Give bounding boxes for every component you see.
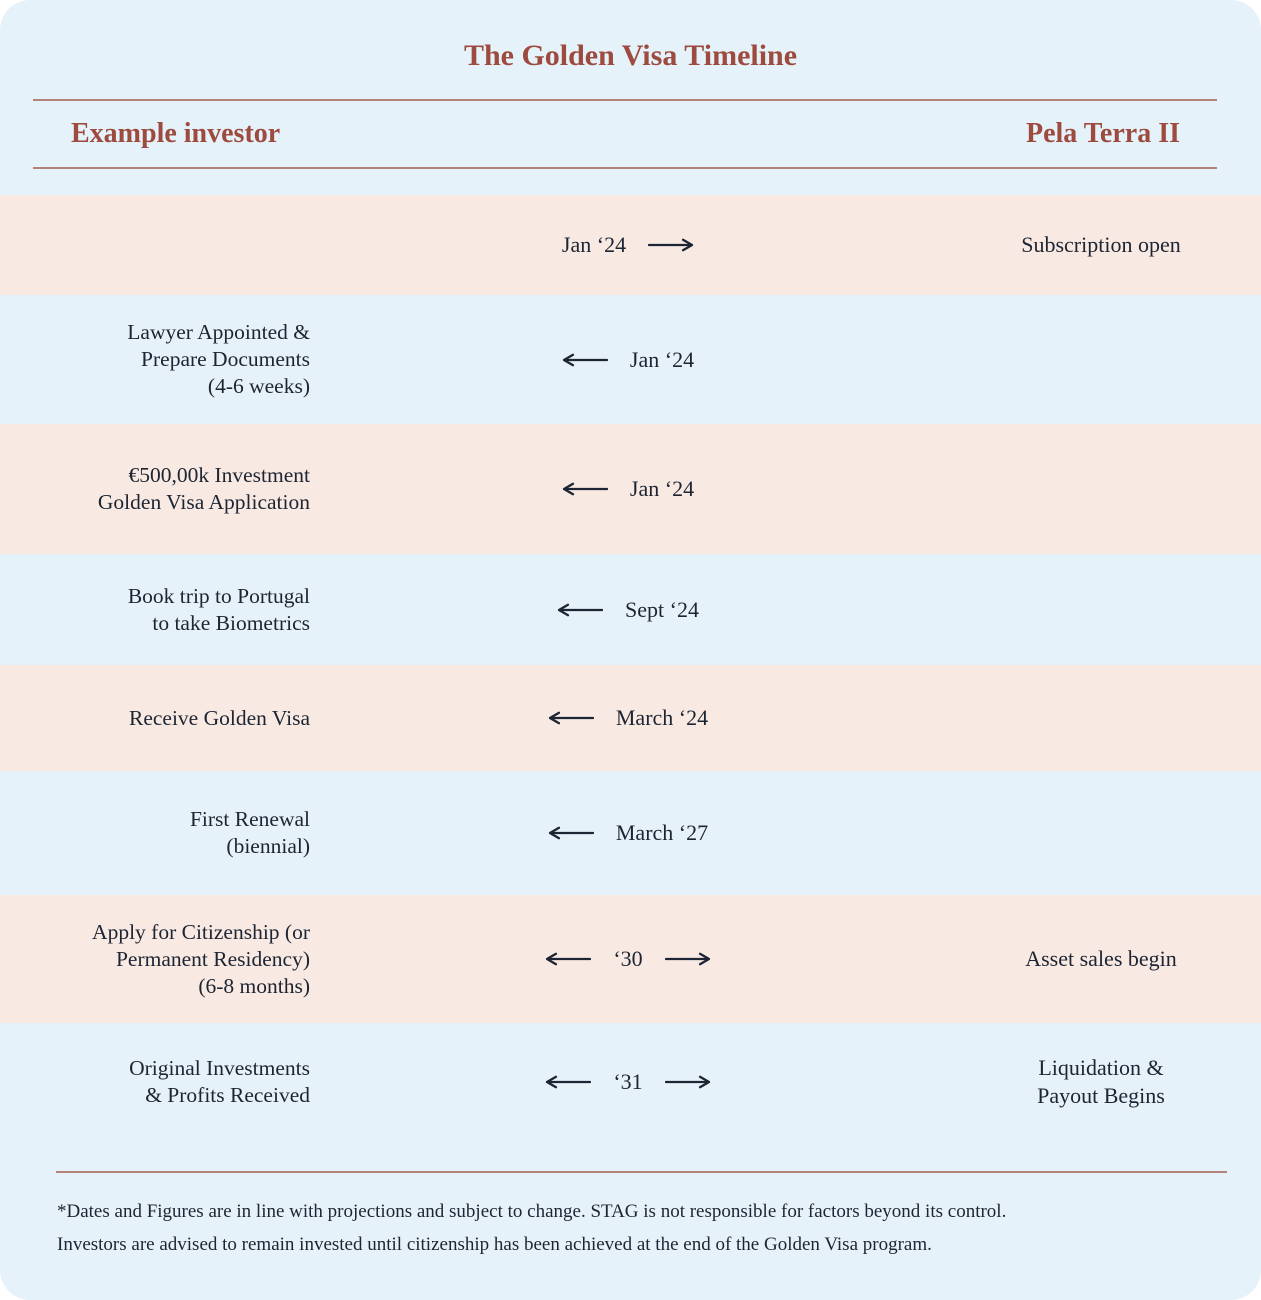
timeline-row-subscription-open <box>0 195 1261 295</box>
right-arrow-icon <box>665 952 711 966</box>
fund-step-line: Subscription open <box>1021 232 1181 257</box>
disclaimer-line: Investors are advised to remain invested until citizenship has been achieved at the end of the Golden Visa program. <box>57 1234 932 1255</box>
investor-step <box>0 705 315 732</box>
header-divider-bottom <box>33 167 1217 169</box>
timeline-date <box>315 1069 941 1095</box>
fund-step <box>941 231 1261 259</box>
timeline-row-lawyer-appointed <box>0 295 1261 424</box>
investor-step <box>0 319 315 400</box>
investor-step-line: Book trip to Portugal <box>127 583 310 608</box>
date-label: March ‘27 <box>615 820 709 845</box>
left-arrow-icon <box>545 952 591 966</box>
timeline-row-investment-application <box>0 424 1261 554</box>
timeline-date <box>315 347 941 373</box>
footer-divider <box>56 1171 1227 1173</box>
date-label: Jan ‘24 <box>561 232 627 257</box>
timeline-row-book-trip <box>0 554 1261 665</box>
investor-step-line: Receive Golden Visa <box>128 705 310 730</box>
date-label: ‘30 <box>613 946 643 971</box>
date-label: Jan ‘24 <box>629 476 695 501</box>
timeline-row-profits-received <box>0 1023 1261 1141</box>
left-arrow-icon <box>562 353 608 367</box>
fund-step-line: Asset sales begin <box>1025 946 1177 971</box>
fund-step-line: Payout Begins <box>1037 1083 1165 1108</box>
column-header-investor: Example investor <box>71 118 281 149</box>
investor-step-line: (biennial) <box>226 834 310 858</box>
fund-step <box>941 945 1261 973</box>
timeline-rows <box>0 195 1261 1141</box>
investor-step-line: €500,00k Investment <box>128 463 310 487</box>
date-label: ‘31 <box>613 1069 643 1094</box>
investor-step-line: & Profits Received <box>145 1083 310 1107</box>
timeline-date <box>315 232 941 258</box>
investor-step <box>0 919 315 1000</box>
investor-step-line: Permanent Residency) <box>115 946 310 971</box>
timeline-row-apply-citizenship <box>0 895 1261 1023</box>
investor-step-line: (6-8 months) <box>198 973 310 998</box>
disclaimer <box>57 1195 1201 1261</box>
disclaimer-line: *Dates and Figures are in line with projections and subject to change. STAG is not responsible for factors beyond its control. <box>57 1201 1007 1222</box>
date-label: Sept ‘24 <box>625 596 699 622</box>
date-label: Jan ‘24 <box>629 346 695 372</box>
column-headers <box>0 101 1261 167</box>
timeline-date <box>315 946 941 972</box>
investor-step <box>0 462 315 516</box>
investor-step-line: Original Investments <box>129 1056 310 1080</box>
investor-step-line: First Renewal <box>189 807 310 831</box>
investor-step <box>0 583 315 637</box>
right-arrow-icon <box>648 238 694 252</box>
date-label: March ‘24 <box>615 705 709 730</box>
fund-step <box>941 1054 1261 1110</box>
left-arrow-icon <box>562 482 608 496</box>
investor-step-line: Golden Visa Application <box>97 490 310 514</box>
left-arrow-icon <box>557 603 603 617</box>
investor-step-line: (4-6 weeks) <box>207 374 310 398</box>
left-arrow-icon <box>545 1075 591 1089</box>
left-arrow-icon <box>548 826 594 840</box>
investor-step-line: Lawyer Appointed & <box>127 320 310 344</box>
column-header-fund: Pela Terra II <box>1026 118 1180 149</box>
timeline-row-receive-visa <box>0 665 1261 771</box>
investor-step <box>0 1055 315 1109</box>
left-arrow-icon <box>548 711 594 725</box>
timeline-date <box>315 705 941 731</box>
investor-step-line: Prepare Documents <box>141 347 310 371</box>
page-title: The Golden Visa Timeline <box>463 39 798 72</box>
timeline-date <box>315 597 941 623</box>
right-arrow-icon <box>665 1075 711 1089</box>
timeline-date <box>315 820 941 846</box>
timeline-date <box>315 476 941 502</box>
investor-step-line: Apply for Citizenship (or <box>92 919 310 944</box>
investor-step-line: to take Biometrics <box>152 610 310 635</box>
timeline-row-first-renewal <box>0 771 1261 895</box>
investor-step <box>0 806 315 860</box>
fund-step-line: Liquidation & <box>1038 1055 1164 1080</box>
